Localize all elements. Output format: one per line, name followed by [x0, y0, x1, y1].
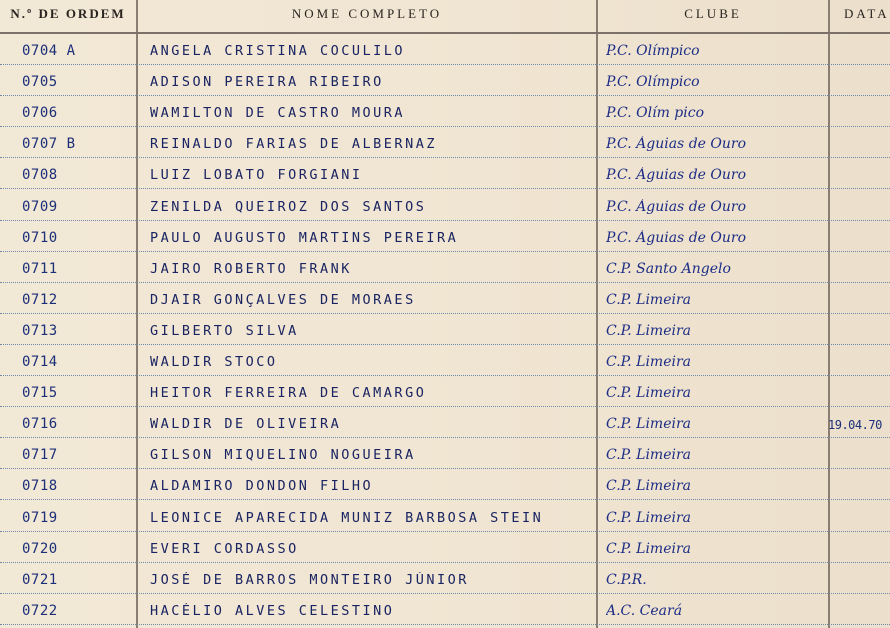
entry-number: 0720 — [22, 540, 58, 557]
entry-name: WALDIR DE OLIVEIRA — [150, 416, 342, 433]
entry-club: C.P. Limeira — [606, 354, 691, 370]
entry-club: C.P. Limeira — [606, 385, 691, 402]
header-data: DATA — [844, 6, 890, 21]
entry-number: 0719 — [22, 509, 58, 526]
header-numero: N.º DE ORDEM — [10, 6, 126, 21]
entry-number: 0706 — [22, 105, 58, 122]
ledger-row — [0, 190, 890, 221]
entry-number: 0717 — [22, 447, 58, 464]
entry-name: DJAIR GONÇALVES DE MORAES — [150, 291, 416, 308]
entry-club: P.C. Olím pico — [606, 105, 705, 122]
entry-number: 0715 — [22, 385, 58, 402]
ledger-row — [0, 469, 890, 500]
header-clube: CLUBE — [684, 6, 742, 21]
ledger-row — [0, 127, 890, 158]
entry-number: 0707 B — [22, 136, 76, 153]
entry-name: ANGELA CRISTINA COCULILO — [150, 43, 406, 59]
entry-name: ZENILDA QUEIROZ DOS SANTOS — [150, 198, 427, 215]
ledger-row — [0, 96, 890, 127]
entry-name: REINALDO FARIAS DE ALBERNAZ — [150, 136, 437, 153]
entry-club: P.C. Águias de Ouro — [606, 198, 747, 215]
entry-number: 0716 — [22, 416, 58, 433]
entry-club: C.P. Santo Angelo — [606, 260, 731, 277]
entry-name: WALDIR STOCO — [150, 354, 278, 370]
ledger-row — [0, 252, 890, 283]
entry-name: HACÉLIO ALVES CELESTINO — [150, 602, 395, 619]
entry-name: JOSÉ DE BARROS MONTEIRO JÚNIOR — [150, 571, 469, 588]
entry-club: C.P. Limeira — [606, 447, 691, 464]
ledger-row — [0, 438, 890, 469]
ledger-row — [0, 345, 890, 376]
entry-number: 0721 — [22, 571, 58, 588]
entry-name: GILBERTO SILVA — [150, 322, 299, 339]
entry-name: PAULO AUGUSTO MARTINS PEREIRA — [150, 229, 459, 246]
ledger-row — [0, 501, 890, 532]
ledger-row — [0, 532, 890, 563]
entry-date: 19.04.70 — [828, 418, 882, 433]
entry-number: 0711 — [22, 260, 58, 277]
entry-number: 0722 — [22, 602, 58, 619]
entry-club: A.C. Ceará — [606, 602, 683, 619]
entry-number: 0712 — [22, 291, 58, 308]
entry-name: ALDAMIRO DONDON FILHO — [150, 478, 374, 495]
entry-club: C.P. Limeira — [606, 416, 691, 433]
ledger-row — [0, 594, 890, 625]
header-nome: NOME COMPLETO — [291, 6, 443, 21]
entry-number: 0704 A — [22, 43, 76, 59]
entry-name: LUIZ LOBATO FORGIANI — [150, 167, 363, 184]
ledger-row — [0, 221, 890, 252]
ledger-row — [0, 376, 890, 407]
entry-name: WAMILTON DE CASTRO MOURA — [150, 105, 406, 122]
entry-number: 0708 — [22, 167, 58, 184]
entry-name: JAIRO ROBERTO FRANK — [150, 260, 352, 277]
entry-club: C.P. Limeira — [606, 509, 691, 526]
entry-club: P.C. Olímpico — [606, 43, 700, 59]
entry-club: C.P. Limeira — [606, 478, 691, 495]
ledger-row — [0, 314, 890, 345]
entry-club: C.P.R. — [606, 571, 647, 588]
ledger-row — [0, 563, 890, 594]
entry-name: LEONICE APARECIDA MUNIZ BARBOSA STEIN — [150, 509, 544, 526]
entry-number: 0705 — [22, 74, 58, 91]
entry-number: 0710 — [22, 229, 58, 246]
entry-club: P.C. Olímpico — [606, 74, 700, 91]
entry-name: GILSON MIQUELINO NOGUEIRA — [150, 447, 416, 464]
ledger-row — [0, 283, 890, 314]
ledger-row — [0, 65, 890, 96]
entry-number: 0718 — [22, 478, 58, 495]
ledger-row — [0, 158, 890, 189]
ledger-row — [0, 407, 890, 438]
entry-number: 0713 — [22, 322, 58, 339]
entry-club: P.C. Águias de Ouro — [606, 167, 747, 184]
entry-club: P.C. Águias de Ouro — [606, 229, 747, 246]
entry-name: ADISON PEREIRA RIBEIRO — [150, 74, 384, 91]
entry-name: EVERI CORDASSO — [150, 540, 299, 557]
entry-club: C.P. Limeira — [606, 322, 691, 339]
ledger-row — [0, 34, 890, 65]
entry-club: C.P. Limeira — [606, 291, 691, 308]
entry-number: 0714 — [22, 354, 58, 370]
entry-name: HEITOR FERREIRA DE CAMARGO — [150, 385, 427, 402]
entry-club: P.C. Águias de Ouro — [606, 136, 747, 153]
entry-club: C.P. Limeira — [606, 540, 691, 557]
entry-number: 0709 — [22, 198, 58, 215]
